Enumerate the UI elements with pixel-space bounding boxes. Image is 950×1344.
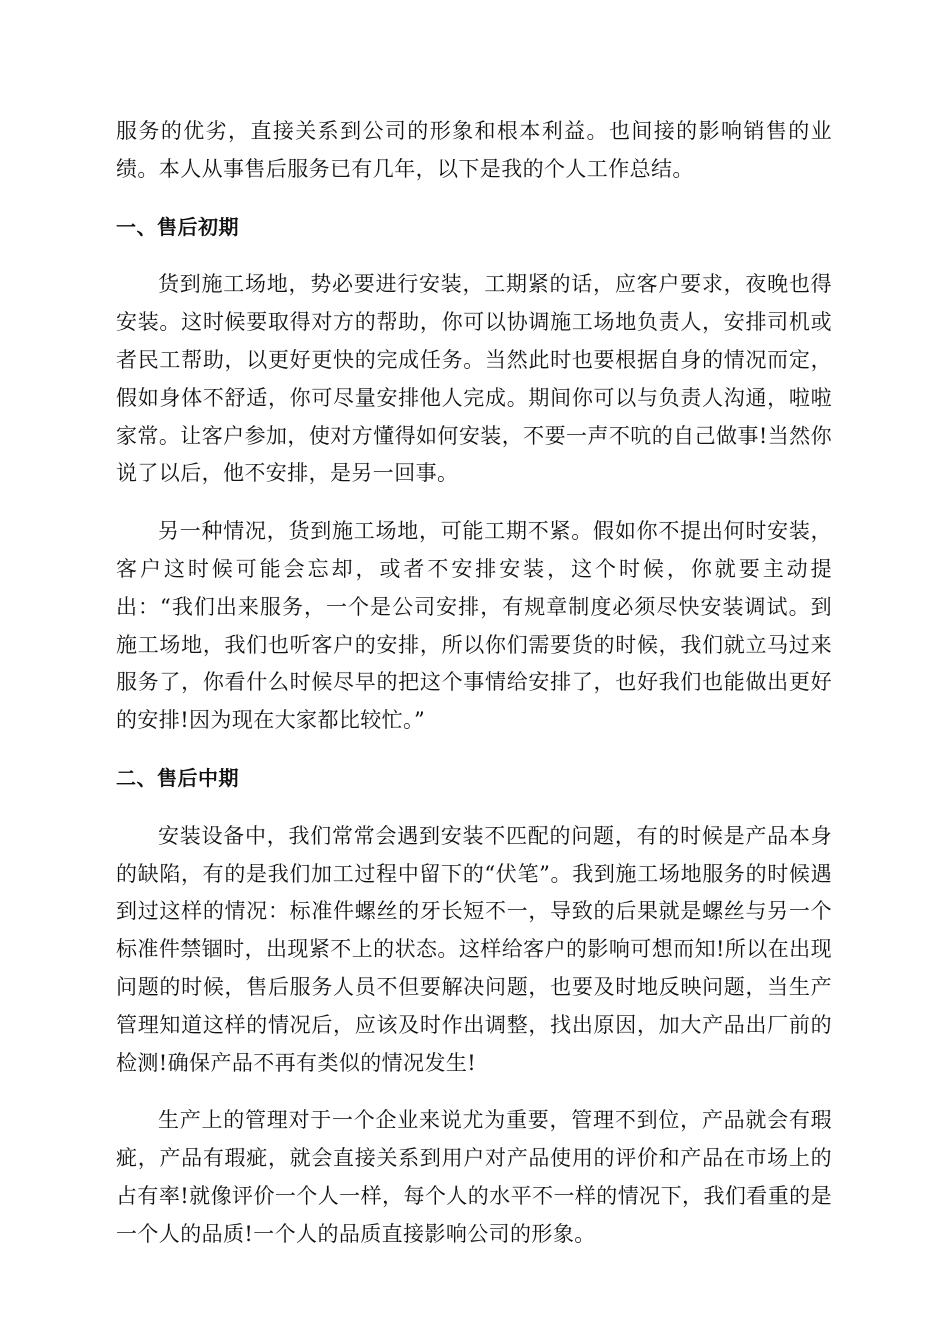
document-body bbox=[116, 113, 832, 1274]
section-1-paragraph-1: 货到施工场地，势必要进行安装，工期紧的话，应客户要求，夜晚也得安装。这时候要取得对方的帮助，你可以协调施工场地负责人，安排司机或者民工帮助，以更好更快的完成任务。当然此时也要根据自身的情况而定，假如身体不舒适，你可尽量安排他人完成。期间你可以与负责人沟通，啦啦家常。让客户参加，使对方懂得如何安装，不要一声不吭的自己做事!当然你说了以后，他不安排，是另一回事。 bbox=[116, 272, 832, 486]
intro-paragraph: 服务的优劣，直接关系到公司的形象和根本利益。也间接的影响销售的业绩。本人从事售后服务已有几年，以下是我的个人工作总结。 bbox=[116, 119, 832, 181]
section-2-paragraph-1: 安装设备中，我们常常会遇到安装不匹配的问题，有的时候是产品本身的缺陷，有的是我们加工过程中留下的“伏笔”。我到施工场地服务的时候遇到过这样的情况：标准件螺丝的牙长短不一，导致的后果就是螺丝与另一个标准件禁锢时，出现紧不上的状态。这样给客户的影响可想而知!所以在出现问题的时候，售后服务人员不但要解决问题，也要及时地反映问题，当生产管理知道这样的情况后，应该及时作出调整，找出原因，加大产品出厂前的检测!确保产品不再有类似的情况发生! bbox=[116, 823, 832, 1075]
section-1-paragraph-2: 另一种情况，货到施工场地，可能工期不紧。假如你不提出何时安装，客户这时候可能会忘却，或者不安排安装，这个时候，你就要主动提出：“我们出来服务，一个是公司安排，有规章制度必须尽快安装调试。到施工场地，我们也听客户的安排，所以你们需要货的时候，我们就立马过来服务了，你看什么时候尽早的把这个事情给安排了，也好我们也能做出更好的安排!因为现在大家都比较忙。” bbox=[116, 519, 832, 733]
section-1-heading: 一、售后初期 bbox=[116, 214, 239, 239]
section-2-paragraph-2: 生产上的管理对于一个企业来说尤为重要，管理不到位，产品就会有瑕疵，产品有瑕疵，就会直接关系到用户对产品使用的评价和产品在市场上的占有率!就像评价一个人一样，每个人的水平不一样的情况下，我们看重的是一个人的品质!一个人的品质直接影响公司的形象。 bbox=[116, 1108, 832, 1246]
section-2-heading: 二、售后中期 bbox=[116, 765, 239, 790]
